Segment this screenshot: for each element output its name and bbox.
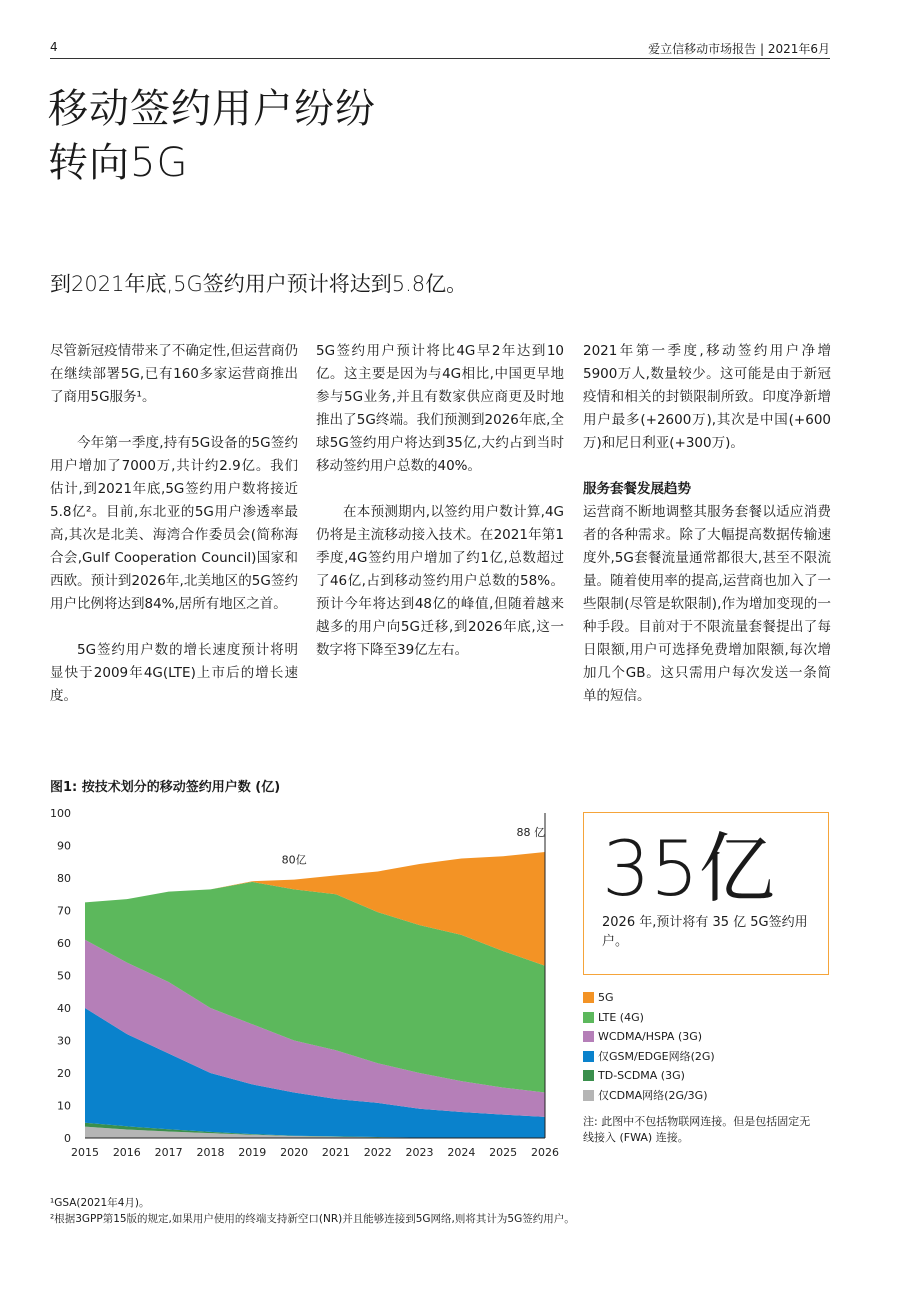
chart-note: 注: 此图中不包括物联网连接。但是包括固定无线接入 (FWA) 连接。 xyxy=(583,1115,811,1144)
x-tick-label: 2018 xyxy=(196,1146,225,1159)
callout-value: 35亿 xyxy=(602,824,775,913)
legend-swatch xyxy=(583,1031,594,1042)
x-tick-label: 2024 xyxy=(447,1146,476,1159)
highlight-callout xyxy=(583,812,829,975)
y-tick-label: 40 xyxy=(57,1002,71,1015)
legend-label: TD-SCDMA (3G) xyxy=(598,1069,685,1083)
legend-swatch xyxy=(583,992,594,1003)
running-header: 爱立信移动市场报告 | 2021年6月 xyxy=(648,42,830,56)
header-rule xyxy=(50,58,830,59)
x-tick-label: 2015 xyxy=(71,1146,99,1159)
page-title xyxy=(48,82,376,190)
paragraph: 运营商不断地调整其服务套餐以适应消费者的各种需求。除了大幅提高数据传输速度外,5G套餐流量通常都很大,甚至不限流量。随着使用率的提高,运营商也加入了一些限制(尽管是软限制),作为增加变现的一种手段。目前对于不限流量套餐提出了每日限额,用户可选择免费增加限额,每次增加几个GB。这只需用户每次发送一条简单的短信。 xyxy=(583,504,831,704)
total-annotation: 88 亿 xyxy=(516,826,545,839)
legend-label: 仅CDMA网络(2G/3G) xyxy=(598,1089,708,1103)
paragraph: 今年第一季度,持有5G设备的5G签约用户增加了7000万,共计约2.9亿。我们估计,到2021年底,5G签约用户数将接近5.8亿²。目前,东北亚的5G用户渗透率最高,其次是北美、海湾合作委员会(简称海合会,Gulf Cooperation Council)国家和西欧。预计到2026年,北美地区的5G签约用户比例将达到84%,居所有地区之首。 xyxy=(50,435,298,612)
legend-item xyxy=(583,1047,715,1067)
legend-item xyxy=(583,1066,715,1086)
footnote: ²根据3GPP第15版的规定,如果用户使用的终端支持新空口(NR)并且能够连接到5G网络,则将其计为5G签约用户。 xyxy=(50,1213,575,1225)
total-annotation: 80亿 xyxy=(281,853,307,867)
subscriptions-area-chart xyxy=(40,800,560,1170)
legend-label: 5G xyxy=(598,991,614,1005)
figure-caption: 图1: 按技术划分的移动签约用户数 (亿) xyxy=(50,780,281,795)
footnote: ¹GSA(2021年4月)。 xyxy=(50,1197,150,1209)
x-tick-label: 2016 xyxy=(112,1146,141,1159)
paragraph: 2021年第一季度,移动签约用户净增5900万人,数量较少。这可能是由于新冠疫情和相关的封锁限制所致。印度净新增用户最多(+2600万),其次是中国(+600万)和尼日利亚(+300万)。 xyxy=(583,343,831,451)
y-tick-label: 50 xyxy=(57,969,71,983)
y-tick-label: 60 xyxy=(57,937,71,950)
legend-item xyxy=(583,988,715,1008)
x-tick-label: 2017 xyxy=(154,1146,183,1159)
x-tick-label: 2020 xyxy=(280,1146,309,1159)
paragraph: 5G签约用户预计将比4G早2年达到10亿。这主要是因为与4G相比,中国更早地参与5G业务,并且有数家供应商更及时地推出了5G终端。我们预测到2026年底,全球5G签约用户将达到35亿,大约占到当时移动签约用户总数的40%。 xyxy=(316,343,564,474)
footnotes xyxy=(50,1195,575,1227)
legend-item xyxy=(583,1086,715,1106)
legend-swatch xyxy=(583,1070,594,1081)
legend-swatch xyxy=(583,1012,594,1023)
callout-text: 2026 年,预计将有 35 亿 5G签约用户。 xyxy=(602,915,808,949)
legend-label: LTE (4G) xyxy=(598,1010,644,1024)
x-tick-label: 2022 xyxy=(363,1146,392,1159)
y-tick-label: 70 xyxy=(57,904,71,918)
y-tick-label: 10 xyxy=(57,1099,71,1113)
x-tick-label: 2026 xyxy=(531,1146,559,1159)
x-tick-label: 2019 xyxy=(238,1146,267,1159)
page-title-line-1: 移动签约用户纷纷 xyxy=(48,86,376,132)
legend-label: 仅GSM/EDGE网络(2G) xyxy=(598,1050,715,1064)
page-subtitle: 到2021年底,5G签约用户预计将达到5.8亿。 xyxy=(50,272,468,296)
y-tick-label: 90 xyxy=(57,839,71,853)
paragraph: 在本预测期内,以签约用户数计算,4G仍将是主流移动接入技术。在2021年第1季度,4G签约用户增加了约1亿,总数超过了46亿,占到移动签约用户总数的58%。预计今年将达到48亿的峰值,但随着越来越多的用户向5G迁移,到2026年底,这一数字将下降至39亿左右。 xyxy=(316,504,564,658)
x-tick-label: 2021 xyxy=(321,1146,350,1159)
page-number: 4 xyxy=(50,40,58,54)
legend-swatch xyxy=(583,1051,594,1062)
legend-item xyxy=(583,1027,715,1047)
legend-item xyxy=(583,1008,715,1028)
x-tick-label: 2025 xyxy=(489,1146,518,1159)
legend-label: WCDMA/HSPA (3G) xyxy=(598,1030,703,1044)
y-tick-label: 80 xyxy=(57,872,71,885)
page-title-line-2: 转向5G xyxy=(48,140,189,186)
legend-swatch xyxy=(583,1090,594,1101)
x-tick-label: 2023 xyxy=(405,1146,434,1159)
y-tick-label: 30 xyxy=(57,1034,71,1048)
y-tick-label: 0 xyxy=(64,1132,71,1145)
text-column-2 xyxy=(316,340,564,685)
y-tick-label: 20 xyxy=(57,1067,71,1080)
paragraph: 尽管新冠疫情带来了不确定性,但运营商仍在继续部署5G,已有160多家运营商推出了商用5G服务¹。 xyxy=(50,343,298,405)
text-column-3 xyxy=(583,340,831,731)
text-column-1 xyxy=(50,340,298,731)
y-tick-label: 100 xyxy=(50,807,71,820)
section-heading: 服务套餐发展趋势 xyxy=(583,481,691,497)
paragraph: 5G签约用户数的增长速度预计将明显快于2009年4G(LTE)上市后的增长速度。 xyxy=(50,642,298,704)
chart-legend xyxy=(583,988,715,1105)
